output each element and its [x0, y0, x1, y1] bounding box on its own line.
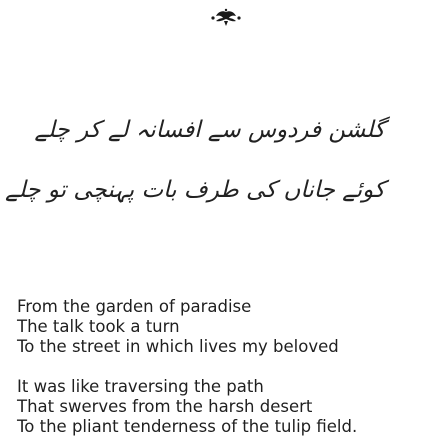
stanza-1-line-2: The talk took a turn: [17, 317, 180, 336]
stanza-1: [17, 297, 442, 357]
stanza-2: [17, 377, 442, 437]
english-translation: [17, 297, 442, 437]
stanza-2-line-1: It was like traversing the path: [17, 377, 264, 396]
urdu-line-1: گلشن فردوس سے افسانہ لے کر چلے: [34, 117, 385, 143]
urdu-line-2: کوئے جاناں کی طرف بات پہنچی تو چلے: [5, 177, 385, 203]
stanza-1-line-3: To the street in which lives my beloved: [17, 337, 339, 356]
floral-ornament-icon: [210, 8, 242, 28]
stanza-1-line-1: From the garden of paradise: [17, 297, 252, 316]
urdu-verse: [5, 100, 385, 220]
stanza-2-line-2: That swerves from the harsh desert: [17, 397, 313, 416]
stanza-2-line-3: To the pliant tenderness of the tulip field.: [17, 417, 358, 436]
